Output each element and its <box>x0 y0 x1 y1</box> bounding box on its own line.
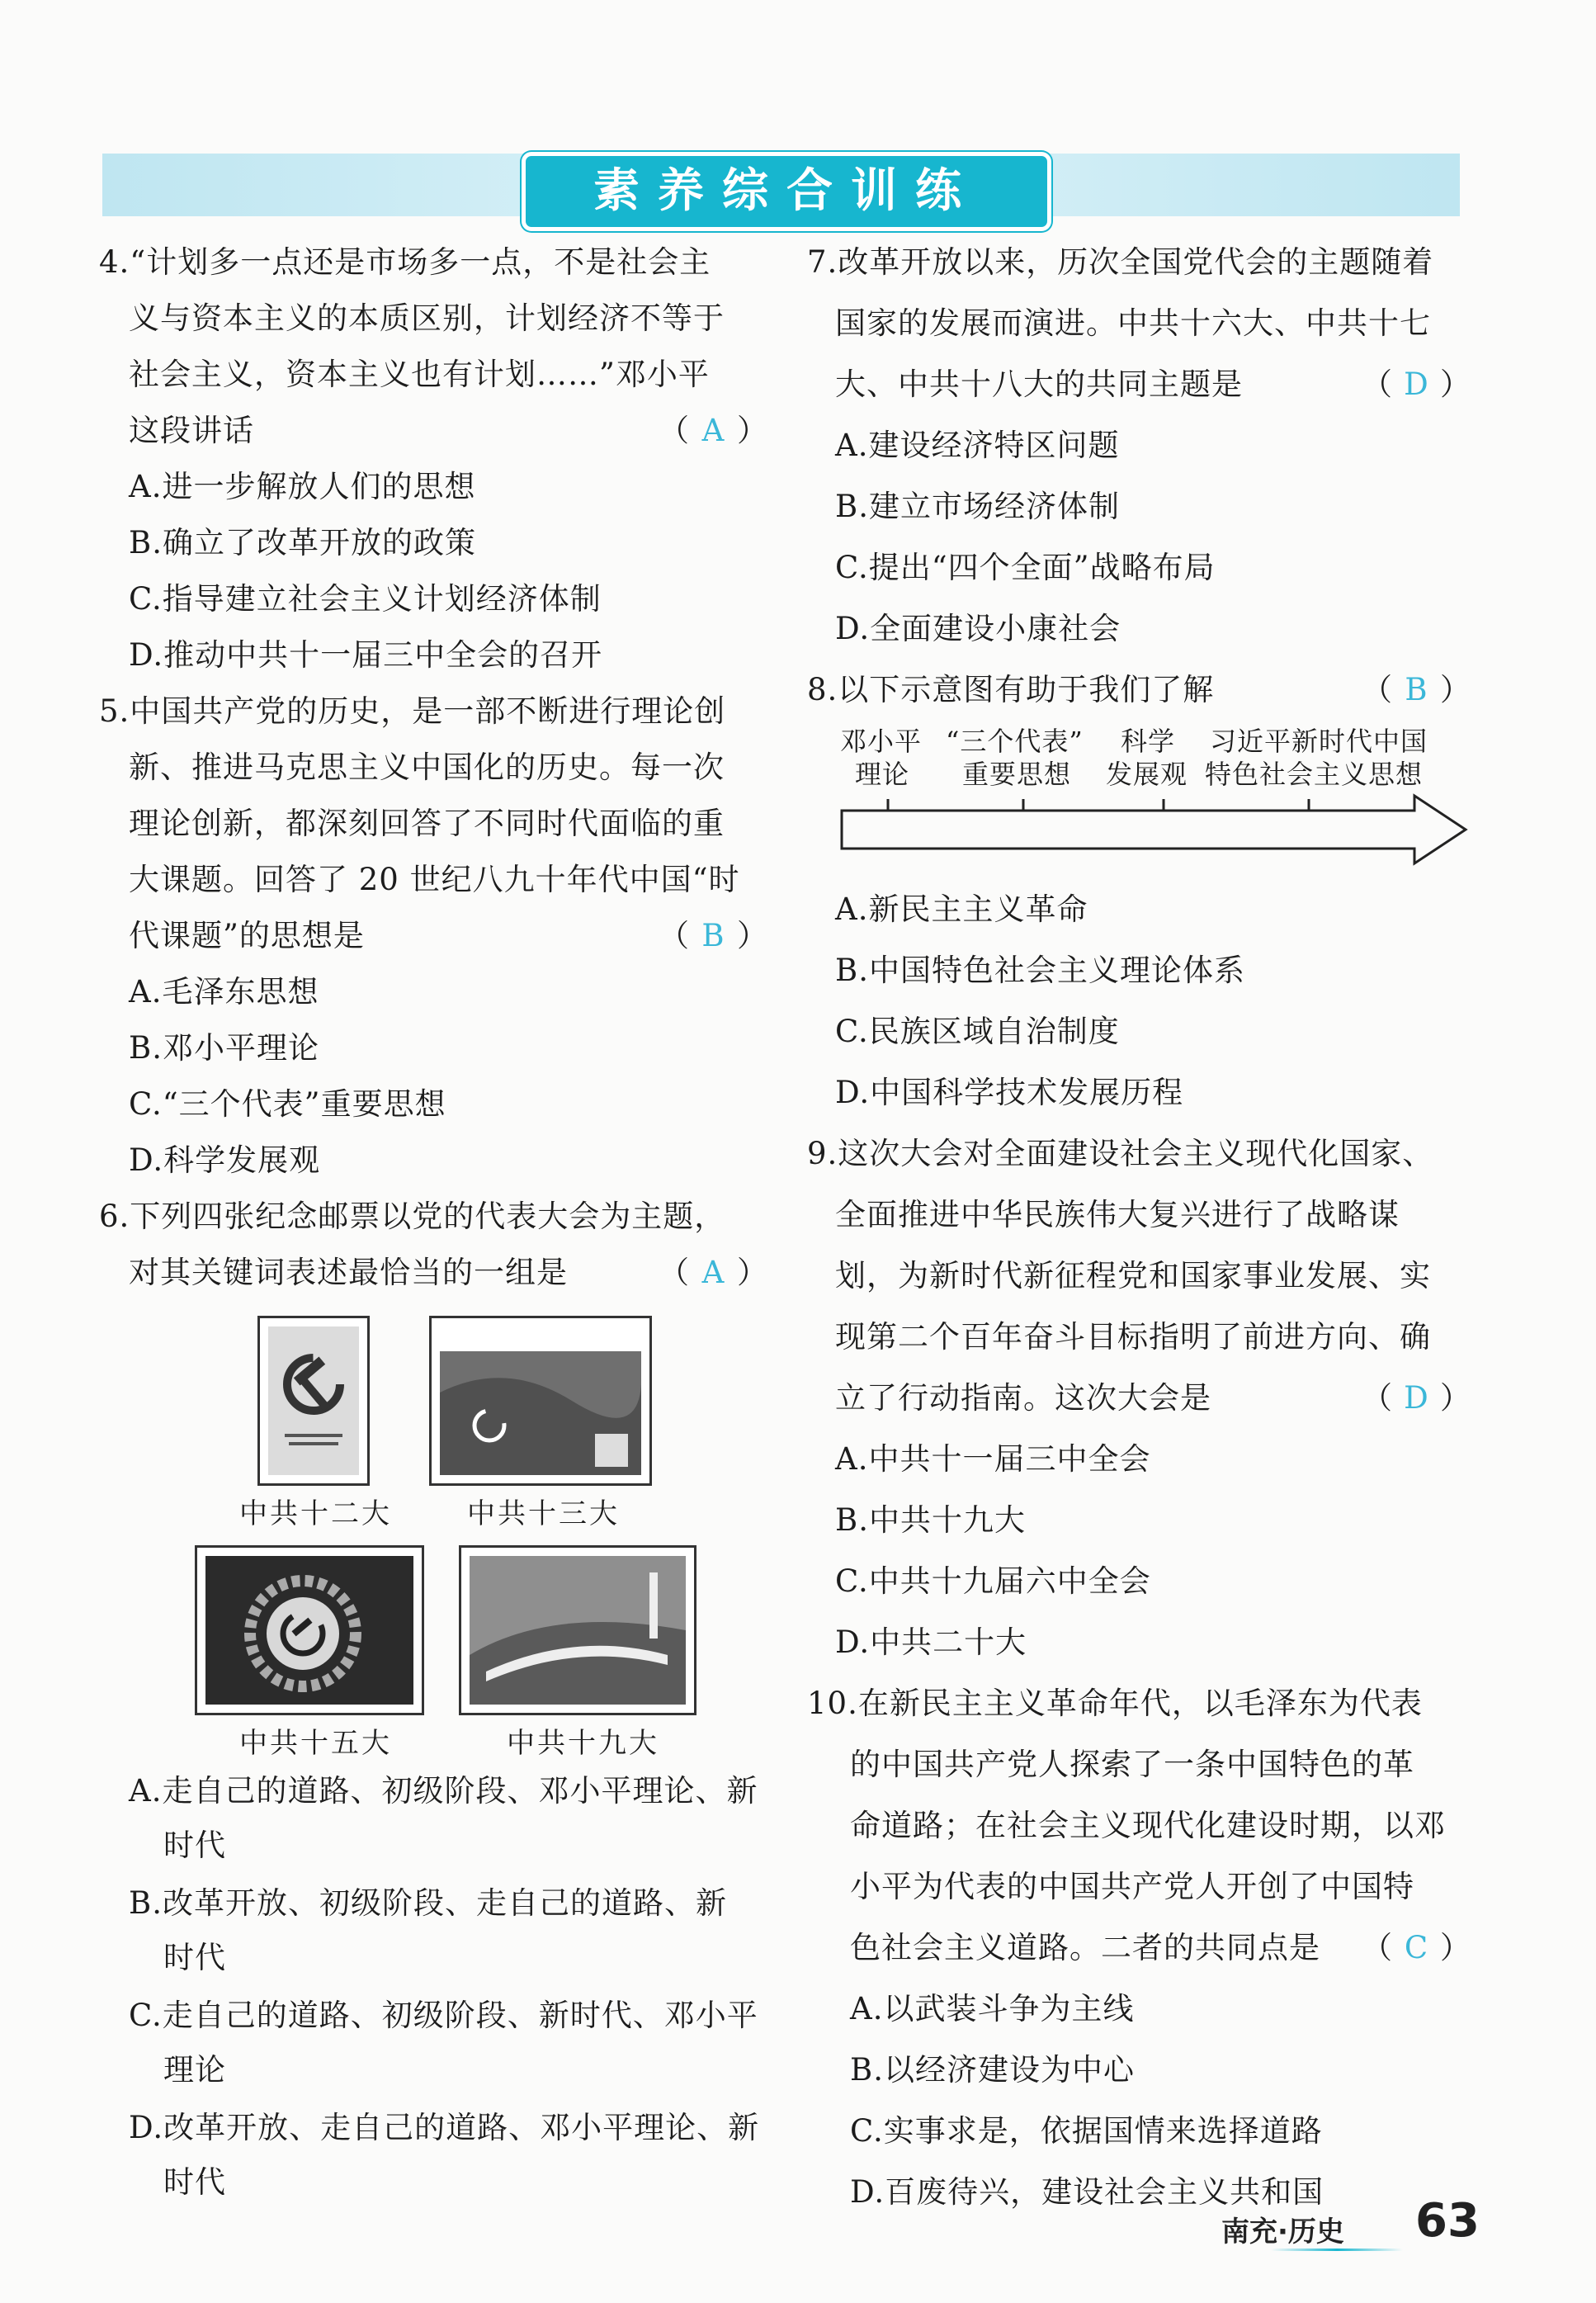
option-b: B.建立市场经济体制 <box>835 489 1120 524</box>
option-c: C.实事求是，依据国情来选择道路 <box>850 2113 1323 2149</box>
question-text: 大、中共十八大的共同主题是 <box>835 366 1243 402</box>
question-text: 社会主义，资本主义也有计划……”邓小平 <box>129 357 710 392</box>
question-text: 立了行动指南。这次大会是 <box>835 1380 1211 1416</box>
answer-value: C <box>1404 1930 1428 1965</box>
option-a: A.建设经济特区问题 <box>835 428 1120 463</box>
option-a-cont: 时代 <box>163 1828 226 1863</box>
section-title: 素养综合训练 <box>522 152 1051 231</box>
question-text: 国家的发展而演进。中共十六大、中共十七 <box>835 305 1431 341</box>
answer-bracket: （ D ） <box>1362 1377 1471 1420</box>
option-d: D.全面建设小康社会 <box>835 611 1121 646</box>
timeline-label: 邓小平 <box>840 726 923 757</box>
option-b: B.中国特色社会主义理论体系 <box>835 953 1245 988</box>
answer-value: B <box>701 918 725 953</box>
answer-bracket: （ A ） <box>659 409 767 452</box>
answer-value: D <box>1404 366 1428 402</box>
option-d: D.中国科学技术发展历程 <box>835 1075 1184 1110</box>
option-c: C.“三个代表”重要思想 <box>129 1086 446 1122</box>
option-b: B.改革开放、初级阶段、走自己的道路、新 <box>129 1885 727 1921</box>
option-d-cont: 时代 <box>163 2164 226 2200</box>
option-a: A.中共十一届三中全会 <box>835 1441 1151 1477</box>
stamp-caption: 中共十三大 <box>467 1497 620 1530</box>
question-text: 命道路；在社会主义现代化建设时期，以邓 <box>850 1808 1446 1843</box>
option-a: A.新民主主义革命 <box>835 891 1088 927</box>
option-c: C.提出“四个全面”战略布局 <box>835 550 1216 585</box>
answer-bracket: （ C ） <box>1362 1927 1471 1970</box>
gear-emblem-icon <box>205 1556 413 1705</box>
stamp-image <box>429 1316 652 1486</box>
question-text: 这段讲话 <box>129 413 254 448</box>
answer-value: A <box>701 1255 725 1290</box>
option-b: B.以经济建设为中心 <box>850 2052 1135 2088</box>
question-text: 5.中国共产党的历史，是一部不断进行理论创 <box>99 693 726 729</box>
option-c: C.走自己的道路、初级阶段、新时代、邓小平 <box>129 1998 758 2033</box>
question-text: 8.以下示意图有助于我们了解 <box>807 672 1215 707</box>
option-a: A.以武装斗争为主线 <box>850 1991 1135 2026</box>
question-text: 4.“计划多一点还是市场多一点，不是社会主 <box>99 244 711 280</box>
option-d: D.中共二十大 <box>835 1624 1027 1660</box>
option-c: C.民族区域自治制度 <box>835 1014 1120 1049</box>
question-text: 7.改革开放以来，历次全国党代会的主题随着 <box>807 244 1434 280</box>
question-text: 对其关键词表述最恰当的一组是 <box>129 1255 568 1290</box>
page-number: 63 <box>1415 2194 1480 2248</box>
option-d: D.科学发展观 <box>129 1142 321 1178</box>
answer-bracket: （ D ） <box>1362 363 1471 406</box>
question-text: 划，为新时代新征程党和国家事业发展、实 <box>835 1258 1431 1293</box>
footer-label: 南充·历史 <box>1221 2216 1344 2249</box>
question-text: 代课题”的思想是 <box>129 918 365 953</box>
timeline-label: 习近平新时代中国 <box>1210 726 1428 757</box>
answer-bracket: （ B ） <box>659 915 767 958</box>
question-text: 的中国共产党人探索了一条中国特色的革 <box>850 1747 1414 1782</box>
question-text: 现第二个百年奋斗目标指明了前进方向、确 <box>835 1319 1431 1355</box>
timeline-label: “三个代表” <box>946 726 1084 757</box>
timeline-label: 重要思想 <box>962 759 1072 790</box>
question-text: 义与资本主义的本质区别，计划经济不等于 <box>129 300 725 336</box>
option-a: A.进一步解放人们的思想 <box>129 469 476 504</box>
option-c: C.指导建立社会主义计划经济体制 <box>129 581 602 617</box>
option-d: D.百废待兴，建设社会主义共和国 <box>850 2174 1324 2210</box>
question-text: 大课题。回答了 20 世纪八九十年代中国“时 <box>129 862 740 897</box>
option-d: D.推动中共十一届三中全会的召开 <box>129 637 603 673</box>
answer-value: D <box>1404 1380 1428 1416</box>
option-b: B.确立了改革开放的政策 <box>129 525 476 560</box>
hammer-sickle-icon <box>268 1326 359 1475</box>
option-a: A.毛泽东思想 <box>129 974 319 1010</box>
answer-bracket: （ A ） <box>659 1251 767 1294</box>
question-text: 6.下列四张纪念邮票以党的代表大会为主题， <box>99 1199 726 1234</box>
answer-bracket: （ B ） <box>1362 669 1471 712</box>
question-text: 理论创新，都深刻回答了不同时代面临的重 <box>129 806 725 841</box>
stamp-caption: 中共十二大 <box>239 1497 392 1530</box>
answer-value: A <box>701 413 725 448</box>
stamp-caption: 中共十九大 <box>507 1727 659 1760</box>
timeline-label: 发展观 <box>1106 759 1188 790</box>
stamp-caption: 中共十五大 <box>239 1727 392 1760</box>
option-b: B.邓小平理论 <box>129 1030 319 1066</box>
answer-value: B <box>1405 672 1428 707</box>
stamp-image <box>195 1545 424 1715</box>
high-speed-train-icon <box>470 1556 686 1705</box>
question-text: 10.在新民主主义革命年代，以毛泽东为代表 <box>807 1686 1423 1721</box>
stamp-image <box>257 1316 370 1486</box>
party-flag-icon <box>440 1326 641 1475</box>
timeline-arrow <box>837 792 1471 867</box>
option-b-cont: 时代 <box>163 1940 226 1975</box>
question-text: 全面推进中华民族伟大复兴进行了战略谋 <box>835 1197 1400 1232</box>
stamp-image <box>459 1545 696 1715</box>
option-b: B.中共十九大 <box>835 1502 1026 1538</box>
timeline-label: 科学 <box>1121 726 1176 757</box>
option-c: C.中共十九届六中全会 <box>835 1563 1151 1599</box>
option-a: A.走自己的道路、初级阶段、邓小平理论、新 <box>129 1773 758 1809</box>
question-text: 新、推进马克思主义中国化的历史。每一次 <box>129 750 725 785</box>
timeline-label: 特色社会主义思想 <box>1205 759 1424 790</box>
question-text: 9.这次大会对全面建设社会主义现代化国家、 <box>807 1136 1434 1171</box>
timeline-label: 理论 <box>855 759 910 790</box>
option-d: D.改革开放、走自己的道路、邓小平理论、新 <box>129 2110 760 2145</box>
question-text: 色社会主义道路。二者的共同点是 <box>850 1930 1320 1965</box>
option-c-cont: 理论 <box>163 2052 226 2088</box>
footer-rule <box>1271 2249 1403 2251</box>
question-text: 小平为代表的中国共产党人开创了中国特 <box>850 1869 1414 1904</box>
